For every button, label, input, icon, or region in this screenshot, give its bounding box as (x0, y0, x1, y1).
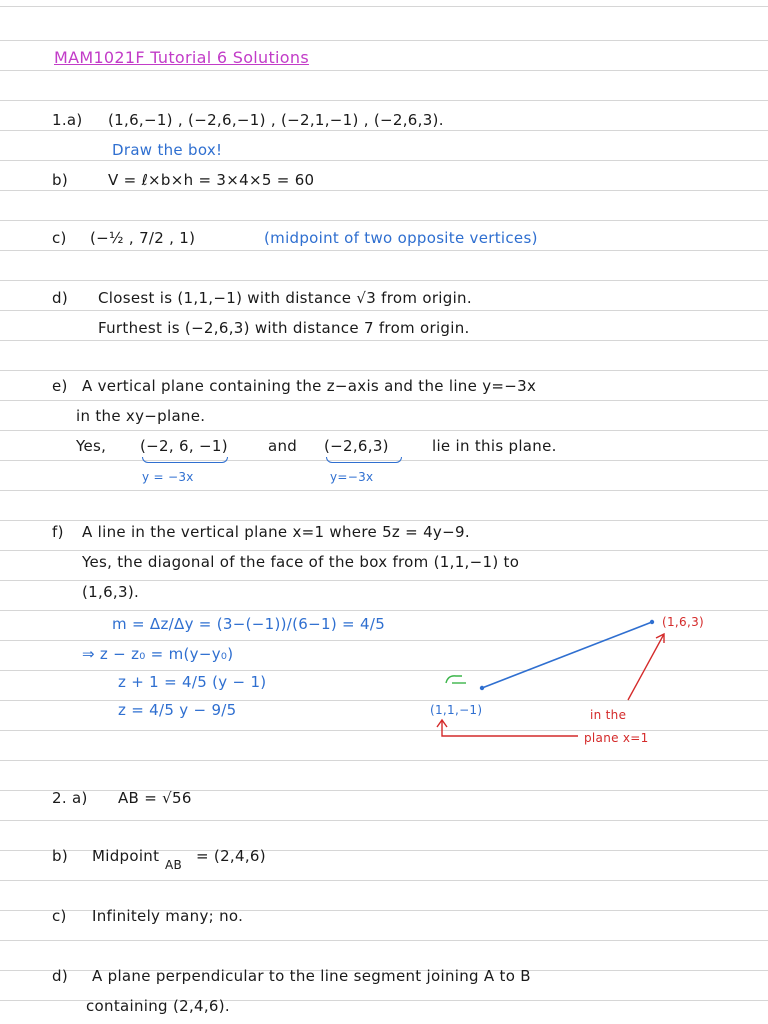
q1a-answer: (1,6,−1) , (−2,6,−1) , (−2,1,−1) , (−2,6,3). (108, 111, 444, 129)
q1f-label: f) (52, 523, 64, 541)
q1c-answer: (−½ , 7/2 , 1) (90, 229, 196, 247)
q2b-label: b) (52, 847, 68, 865)
diagram-start-label: (1,1,−1) (430, 703, 483, 717)
q2c-answer: Infinitely many; no. (92, 907, 244, 925)
q2c-label: c) (52, 907, 67, 925)
red-arrowhead-end (656, 634, 664, 643)
q1b-label: b) (52, 171, 68, 189)
q1f-line3: (1,6,3). (82, 583, 140, 601)
q1b-answer: V = ℓ×b×h = 3×4×5 = 60 (108, 171, 315, 189)
q1f-line1: A line in the vertical plane x=1 where 5z = 4y−9. (82, 523, 470, 541)
q2d-label: d) (52, 967, 68, 985)
q1e-line1: A vertical plane containing the z−axis and the line y=−3x (82, 377, 537, 395)
diagonal-start-point (480, 686, 484, 690)
q1a-note: Draw the box! (112, 141, 223, 159)
q1f-step2: z + 1 = 4/5 (y − 1) (118, 673, 267, 691)
diagram-note-line2: plane x=1 (584, 731, 649, 745)
q1e-label: e) (52, 377, 68, 395)
q1f-slope: m = Δz/Δy = (3−(−1))/(6−1) = 4/5 (112, 615, 386, 633)
q1e-point1: (−2, 6, −1) (140, 437, 228, 455)
diagram-end-label: (1,6,3) (662, 615, 704, 629)
q1f-step3: z = 4/5 y − 9/5 (118, 701, 237, 719)
diagonal-line (482, 622, 652, 688)
q1f-step1: ⇒ z − z₀ = m(y−y₀) (82, 645, 234, 663)
q1d-line2: Furthest is (−2,6,3) with distance 7 from origin. (98, 319, 470, 337)
page-title: MAM1021F Tutorial 6 Solutions (54, 48, 309, 67)
q1c-note: (midpoint of two opposite vertices) (264, 229, 538, 247)
diagonal-end-point (650, 620, 654, 624)
q2a-label: 2. a) (52, 789, 88, 807)
q1e-line2: in the xy−plane. (76, 407, 206, 425)
q1c-label: c) (52, 229, 67, 247)
q1d-line1: Closest is (1,1,−1) with distance √3 from origin. (98, 289, 472, 307)
q1d-label: d) (52, 289, 68, 307)
q2d-line2: containing (2,4,6). (86, 997, 230, 1015)
q1e-brace2-label: y=−3x (330, 470, 374, 484)
q1e-point2: (−2,6,3) (324, 437, 389, 455)
q1e-line3: lie in this plane. (432, 437, 557, 455)
q2d-line1: A plane perpendicular to the line segment joining A to B (92, 967, 531, 985)
red-arrow-to-start (442, 720, 578, 736)
q2a-answer: AB = √56 (118, 789, 192, 807)
red-arrow-to-end (628, 634, 664, 700)
q2b-answer: = (2,4,6) (196, 847, 266, 865)
q1e-yes: Yes, (76, 437, 107, 455)
q1a-label: 1.a) (52, 111, 83, 129)
q1e-brace2 (326, 457, 402, 463)
red-arrowhead-start (437, 720, 447, 727)
q2b-text: Midpoint (92, 847, 160, 865)
q1e-and: and (268, 437, 298, 455)
green-bracket-left (446, 676, 462, 683)
diagram-note-line1: in the (590, 708, 627, 722)
q1e-brace1 (142, 457, 228, 463)
q2b-subscript: AB (165, 858, 183, 872)
q1e-brace1-label: y = −3x (142, 470, 194, 484)
q1f-line2: Yes, the diagonal of the face of the box from (1,1,−1) to (82, 553, 520, 571)
